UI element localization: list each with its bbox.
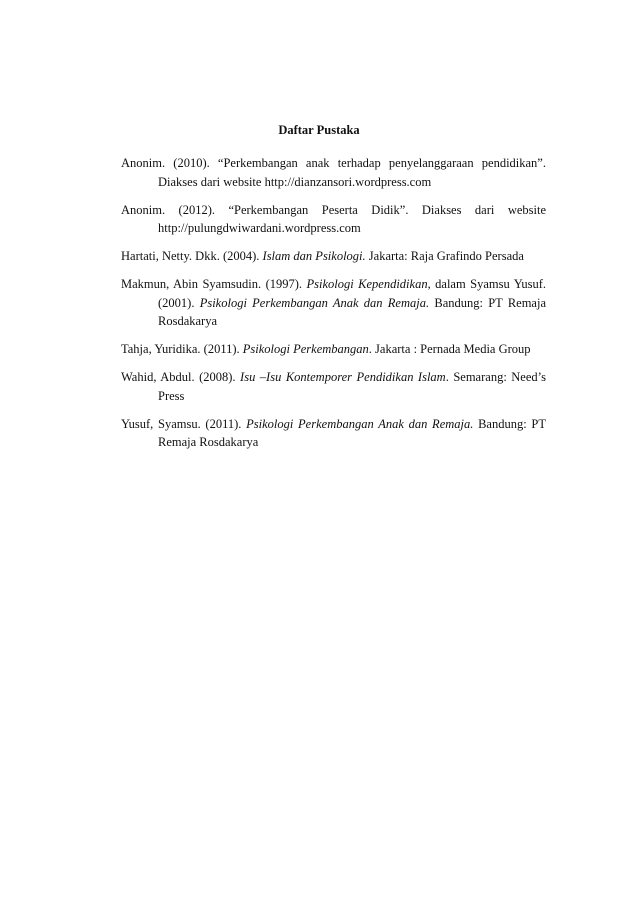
reference-text: . Semarang: Need’s Press <box>158 370 546 403</box>
reference-list <box>121 154 546 461</box>
reference-text: Makmun, Abin Syamsudin. (1997). <box>121 277 307 291</box>
reference-text: , dalam Syamsu Yusuf. (2001). <box>158 277 546 310</box>
reference-item <box>121 368 546 405</box>
reference-title: Islam dan Psikologi. <box>262 249 366 263</box>
reference-text: Hartati, Netty. Dkk. (2004). <box>121 249 263 263</box>
reference-title: Isu –Isu Kontemporer Pendidikan Islam <box>240 370 446 384</box>
reference-item <box>121 201 546 238</box>
reference-title: Psikologi Perkembangan Anak dan Remaja. <box>199 295 430 310</box>
reference-title: Psikologi Kependidikan <box>306 277 428 291</box>
reference-item <box>121 154 546 191</box>
reference-text: Anonim. (2010). “Perkembangan anak terhadap penyelanggaraan pendidikan”. Diakses dari website http://dianzansori.wordpress.com <box>121 156 546 189</box>
reference-text: Bandung: PT Remaja Rosdakarya <box>158 416 546 449</box>
page-title: Daftar Pustaka <box>278 123 360 137</box>
reference-text: Jakarta: Raja Grafindo Persada <box>365 249 524 263</box>
reference-text: Wahid, Abdul. (2008). <box>121 370 241 384</box>
reference-text: Bandung: PT Remaja Rosdakarya <box>158 295 547 328</box>
reference-item <box>121 275 546 331</box>
reference-title: Psikologi Perkembangan <box>242 342 369 356</box>
reference-item <box>121 415 546 452</box>
reference-text: . Jakarta : Pernada Media Group <box>368 342 531 356</box>
reference-title: Psikologi Perkembangan Anak dan Remaja. <box>246 416 474 431</box>
reference-text: Yusuf, Syamsu. (2011). <box>121 416 247 431</box>
reference-item <box>121 340 546 359</box>
reference-item <box>121 247 546 266</box>
reference-text: Tahja, Yuridika. (2011). <box>121 342 243 356</box>
reference-text: Anonim. (2012). “Perkembangan Peserta Didik”. Diakses dari website http://pulungdwiwardani.wordpress.com <box>121 202 546 235</box>
